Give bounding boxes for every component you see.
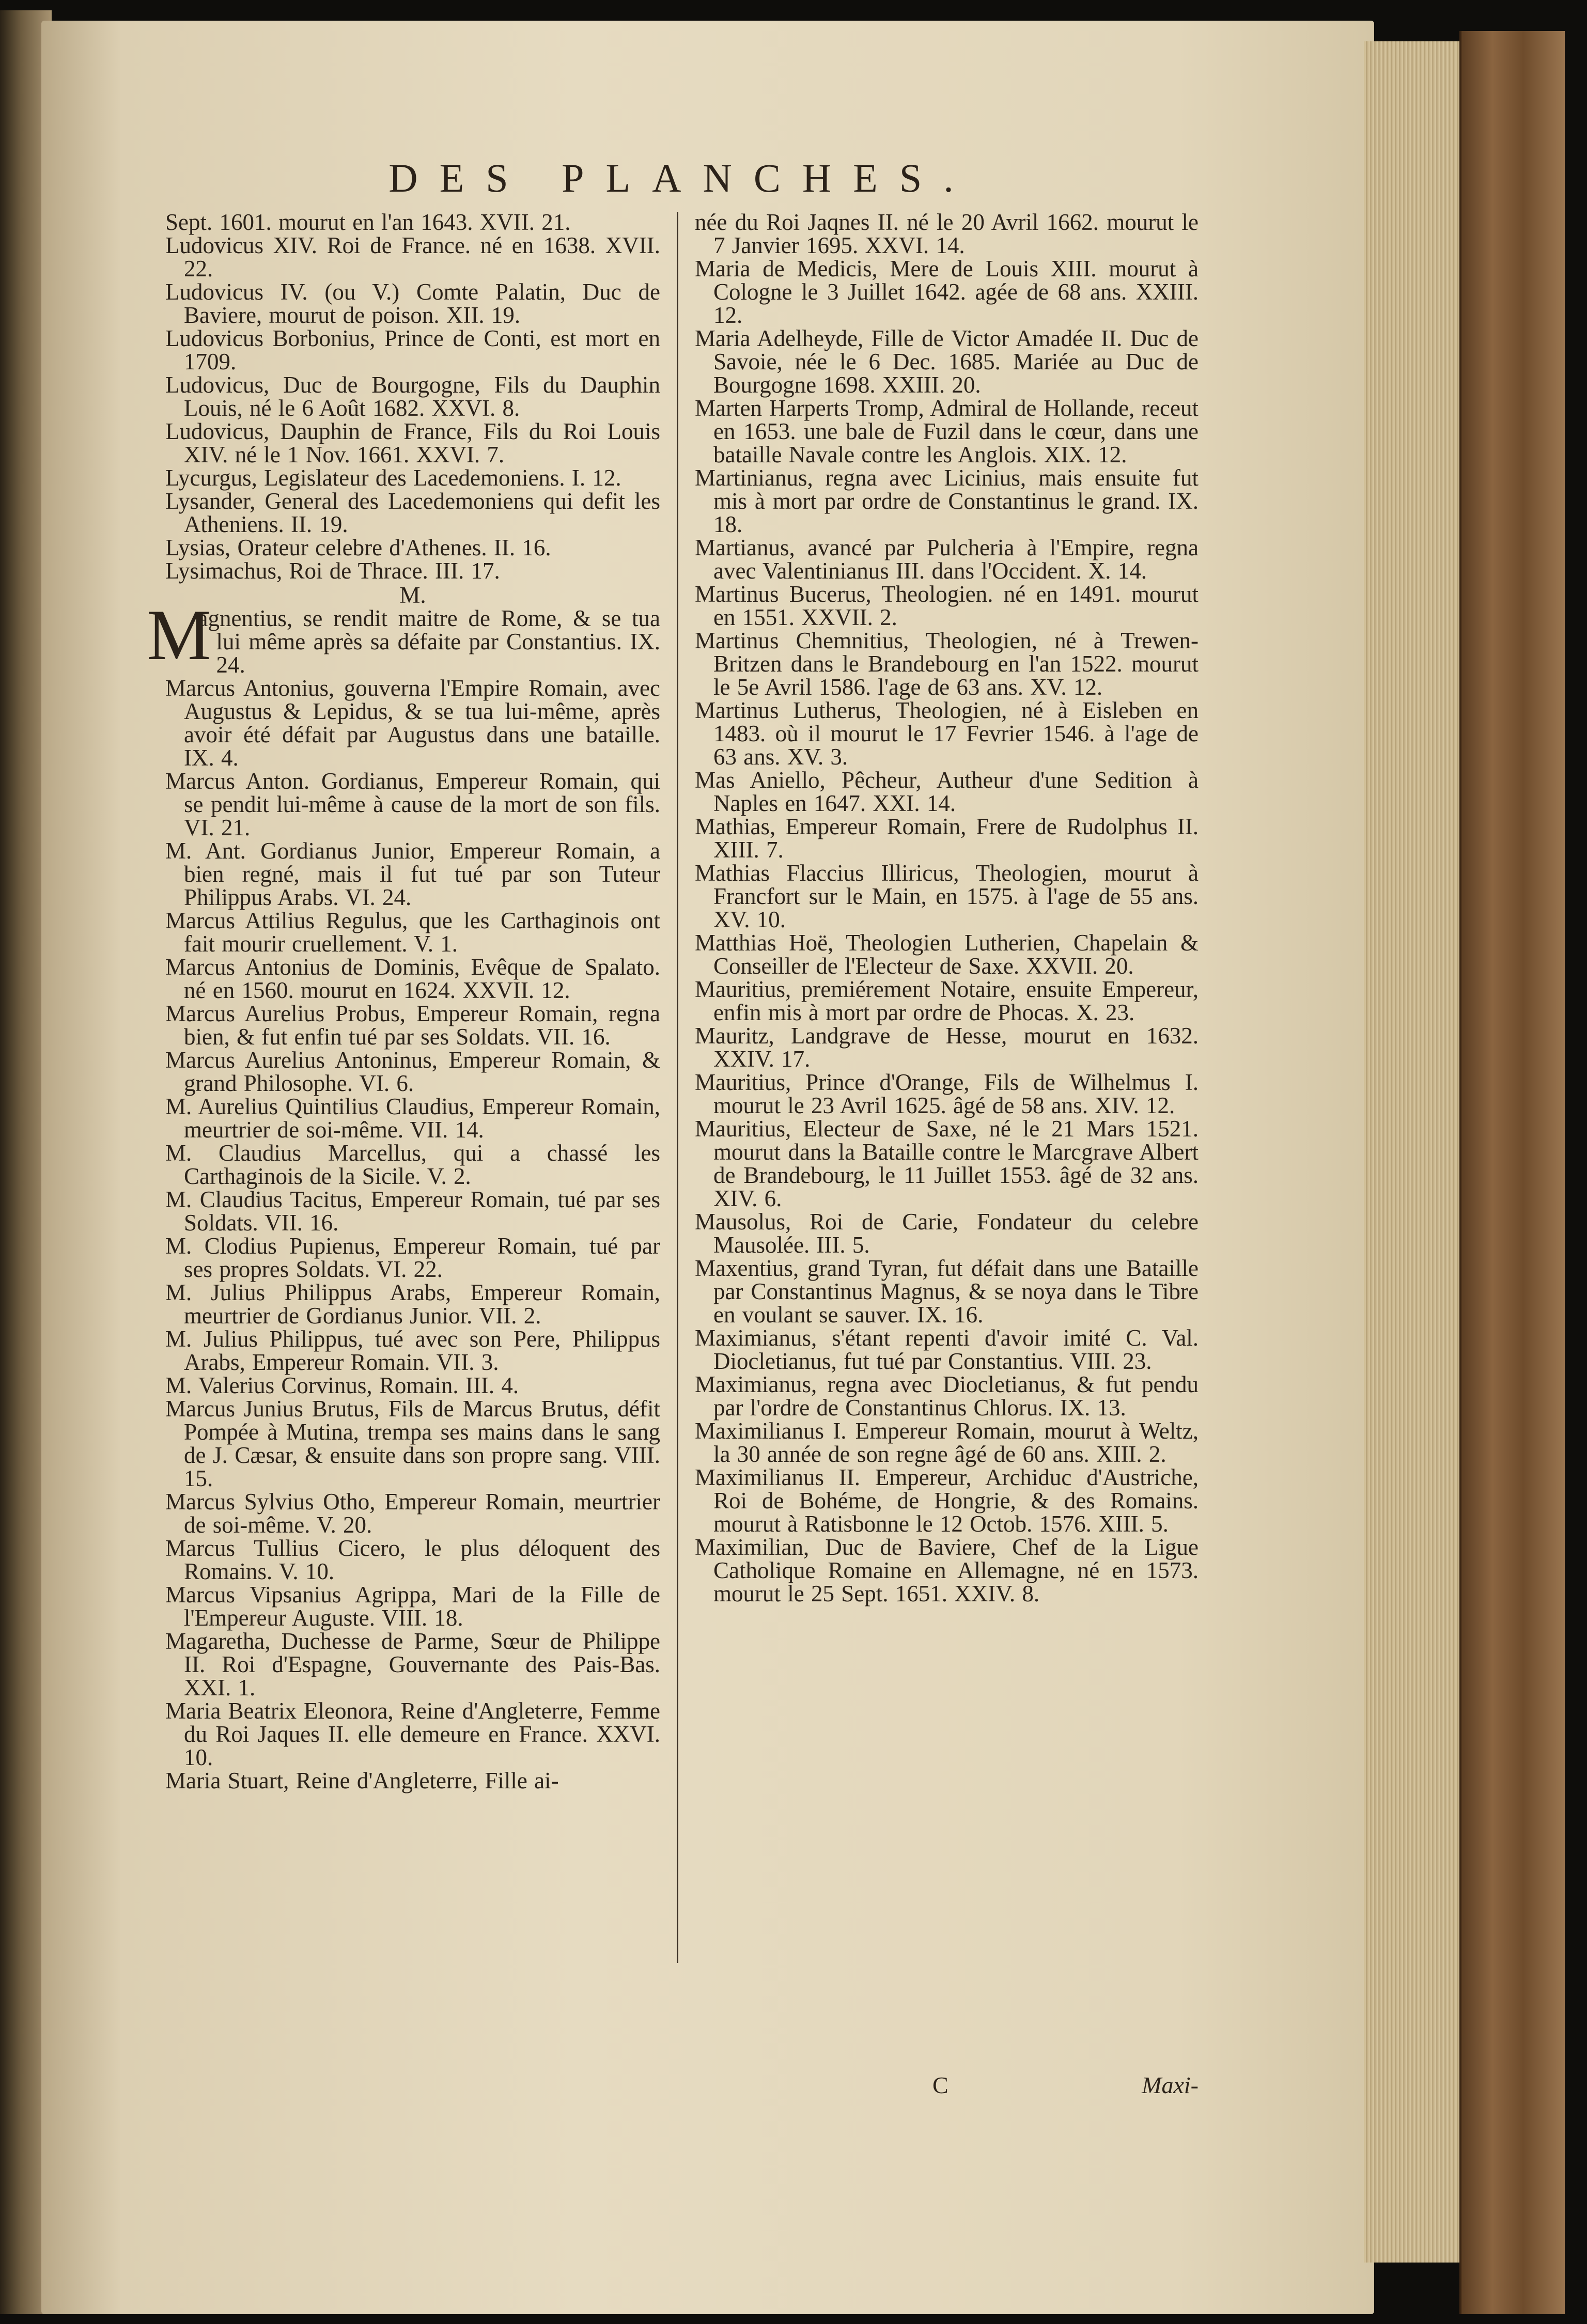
index-entry: Maria Stuart, Reine d'Angleterre, Fille ai- xyxy=(165,1768,559,1793)
index-entry: Ludovicus IV. (ou V.) Comte Palatin, Duc de Baviere, mourut de poison. XII. 19. xyxy=(165,279,660,328)
index-entry: Lysias, Orateur celebre d'Athenes. II. 16. xyxy=(165,535,551,560)
index-entry: Mas Aniello, Pêcheur, Autheur d'une Sedition à Naples en 1647. XXI. 14. xyxy=(695,767,1199,816)
index-entry: Maria Adelheyde, Fille de Victor Amadée II. Duc de Savoie, née le 6 Dec. 1685. Mariée au Duc de Bourgogne 1698. XXIII. 20. xyxy=(695,325,1199,398)
index-entry: M. Claudius Marcellus, qui a chassé les Carthaginois de la Sicile. V. 2. xyxy=(165,1140,660,1189)
index-entry-magnentius xyxy=(147,595,660,678)
index-entry: Mausolus, Roi de Carie, Fondateur du celebre Mausolée. III. 5. xyxy=(695,1209,1199,1258)
left-column xyxy=(147,209,660,1793)
index-entry: Ludovicus Borbonius, Prince de Conti, est mort en 1709. xyxy=(165,325,660,375)
column-rule xyxy=(677,212,678,1963)
index-entry: Maximilianus II. Empereur, Archiduc d'Austriche, Roi de Bohéme, de Hongrie, & des Romains. mourut à Ratisbonne le 12 Octob. 1576. XIII. 5. xyxy=(695,1464,1199,1537)
index-entry: Maxentius, grand Tyran, fut défait dans une Bataille par Constantinus Magnus, & se noya dans le Tibre en voulant se sauver. IX. 16. xyxy=(695,1255,1199,1328)
index-entry: Marcus Attilius Regulus, que les Carthaginois ont fait mourir cruellement. V. 1. xyxy=(165,908,660,957)
index-entry: Maximianus, regna avec Diocletianus, & fut pendu par l'ordre de Constantinus Chlorus. IX. 13. xyxy=(695,1371,1199,1421)
index-entry: Ludovicus XIV. Roi de France. né en 1638. XVII. 22. xyxy=(165,232,660,282)
index-entry: Mathias, Empereur Romain, Frere de Rudolphus II. XIII. 7. xyxy=(695,814,1199,863)
index-entry: M. Julius Philippus, tué avec son Pere, Philippus Arabs, Empereur Romain. VII. 3. xyxy=(165,1326,660,1375)
index-entry: Mauritz, Landgrave de Hesse, mourut en 1632. XXIV. 17. xyxy=(695,1023,1199,1072)
index-entry: M. Valerius Corvinus, Romain. III. 4. xyxy=(165,1372,519,1398)
index-entry: Sept. 1601. mourut en l'an 1643. XVII. 21. xyxy=(165,209,571,235)
running-head: DES PLANCHES. xyxy=(388,155,975,200)
index-entry: Mauritius, Prince d'Orange, Fils de Wilhelmus I. mourut le 23 Avril 1625. âgé de 58 ans. XIV. 12. xyxy=(695,1069,1199,1118)
index-entry: Marcus Aurelius Probus, Empereur Romain, regna bien, & fut enfin tué par ses Soldats. VII. 16. xyxy=(165,1001,660,1050)
index-entry: Magaretha, Duchesse de Parme, Sœur de Philippe II. Roi d'Espagne, Gouvernante des Pais-Bas. XXI. 1. xyxy=(165,1628,660,1701)
index-entry: Maximilian, Duc de Baviere, Chef de la Ligue Catholique Romaine en Allemagne, né en 1573. mourut le 25 Sept. 1651. XXIV. 8. xyxy=(695,1534,1199,1606)
index-entry: Marcus Aurelius Antoninus, Empereur Romain, & grand Philosophe. VI. 6. xyxy=(165,1047,660,1096)
index-entry: Martianus, avancé par Pulcheria à l'Empire, regna avec Valentinianus III. dans l'Occident. X. 14. xyxy=(695,535,1199,584)
right-column xyxy=(695,211,1199,1605)
index-entry: Marcus Anton. Gordianus, Empereur Romain, qui se pendit lui-même à cause de la mort de son fils. VI. 21. xyxy=(165,768,660,840)
index-entry: Martinus Lutherus, Theologien, né à Eisleben en 1483. où il mourut le 17 Fevrier 1546. à l'age de 63 ans. XV. 3. xyxy=(695,697,1199,770)
index-entry: Mathias Flaccius Illiricus, Theologien, mourut à Francfort sur le Main, en 1575. à l'age de 55 ans. XV. 10. xyxy=(695,860,1199,932)
index-entry: Marten Harperts Tromp, Admiral de Hollande, receut en 1653. une bale de Fuzil dans le cœur, dans une bataille Navale contre les Anglois. XIX. 12. xyxy=(695,395,1199,467)
index-entry: Maximilianus I. Empereur Romain, mourut à Weltz, la 30 année de son regne âgé de 60 ans. XIII. 2. xyxy=(695,1418,1199,1467)
magnentius-text: agnentius, se rendit maitre de Rome, & se tua lui même après sa défaite par Constantius. IX. 24. xyxy=(197,605,660,678)
index-entry: Lysander, General des Lacedemoniens qui defit les Atheniens. II. 19. xyxy=(165,488,660,537)
index-entry: Martinianus, regna avec Licinius, mais ensuite fut mis à mort par ordre de Constantinus le grand. IX. 18. xyxy=(695,465,1199,537)
index-entry: Marcus Junius Brutus, Fils de Marcus Brutus, défit Pompée à Mutina, trempa ses mains dans le sang de J. Cæsar, & ensuite dans son propre sang. VIII. 15. xyxy=(165,1396,660,1491)
page-edges xyxy=(1364,41,1459,2263)
index-entry: Matthias Hoë, Theologien Lutherien, Chapelain & Conseiller de l'Electeur de Saxe. XXVII. 20. xyxy=(695,930,1199,979)
drop-cap: M xyxy=(147,595,211,675)
index-entry: Marcus Antonius, gouverna l'Empire Romain, avec Augustus & Lepidus, & se tua lui-même, après avoir été défait par Augustus dans une bataille. IX. 4. xyxy=(165,675,660,771)
index-entry: Marcus Vipsanius Agrippa, Mari de la Fille de l'Empereur Auguste. VIII. 18. xyxy=(165,1582,660,1631)
index-entry: M. Claudius Tacitus, Empereur Romain, tué par ses Soldats. VII. 16. xyxy=(165,1187,660,1236)
index-entry: Lysimachus, Roi de Thrace. III. 17. xyxy=(165,558,500,584)
index-entry: Martinus Chemnitius, Theologien, né à Trewen-Britzen dans le Brandebourg en l'an 1522. mourut le 5e Avril 1586. l'age de 63 ans. XV. 12. xyxy=(695,628,1199,700)
index-entry: M. Aurelius Quintilius Claudius, Empereur Romain, meurtrier de soi-même. VII. 14. xyxy=(165,1094,660,1143)
catchword: Maxi- xyxy=(1142,2072,1199,2098)
index-entry: Maria de Medicis, Mere de Louis XIII. mourut à Cologne le 3 Juillet 1642. agée de 68 ans. XXIII. 12. xyxy=(695,256,1199,328)
index-entry: Marcus Sylvius Otho, Empereur Romain, meurtrier de soi-même. V. 20. xyxy=(165,1489,660,1538)
index-entry: Maria Beatrix Eleonora, Reine d'Angleterre, Femme du Roi Jaques II. elle demeure en France. XXVI. 10. xyxy=(165,1698,660,1770)
index-entry: Lycurgus, Legislateur des Lacedemoniens. I. 12. xyxy=(165,465,621,491)
index-entry: Marcus Tullius Cicero, le plus déloquent des Romains. V. 10. xyxy=(165,1535,660,1584)
index-entry: Mauritius, Electeur de Saxe, né le 21 Mars 1521. mourut dans la Bataille contre le Marcgrave Albert de Brandebourg, le 11 Juillet 1553. âgé de 32 ans. XIV. 6. xyxy=(695,1116,1199,1211)
index-entry: Mauritius, premiérement Notaire, ensuite Empereur, enfin mis à mort par ordre de Phocas. X. 23. xyxy=(695,976,1199,1025)
index-entry: Ludovicus, Dauphin de France, Fils du Roi Louis XIV. né le 1 Nov. 1661. XXVI. 7. xyxy=(165,418,660,467)
signature-mark: C xyxy=(932,2072,948,2098)
section-letter: M. xyxy=(399,582,426,608)
index-entry: Martinus Bucerus, Theologien. né en 1491. mourut en 1551. XXVII. 2. xyxy=(695,581,1199,630)
index-entry: Ludovicus, Duc de Bourgogne, Fils du Dauphin Louis, né le 6 Août 1682. XXVI. 8. xyxy=(165,372,660,421)
index-entry: Maximianus, s'étant repenti d'avoir imité C. Val. Diocletianus, fut tué par Constantius. VIII. 23. xyxy=(695,1325,1199,1374)
book-cover-edge xyxy=(1459,31,1565,2314)
index-entry: M. Ant. Gordianus Junior, Empereur Romain, a bien regné, mais il fut tué par son Tuteur Philippus Arabs. VI. 24. xyxy=(165,838,660,910)
index-entry: M. Julius Philippus Arabs, Empereur Romain, meurtrier de Gordianus Junior. VII. 2. xyxy=(165,1280,660,1329)
index-entry: née du Roi Jaqnes II. né le 20 Avril 1662. mourut le 7 Janvier 1695. XXVI. 14. xyxy=(695,209,1199,258)
index-entry: M. Clodius Pupienus, Empereur Romain, tué par ses propres Soldats. VI. 22. xyxy=(165,1233,660,1282)
index-entry: Marcus Antonius de Dominis, Evêque de Spalato. né en 1560. mourut en 1624. XXVII. 12. xyxy=(165,954,660,1003)
